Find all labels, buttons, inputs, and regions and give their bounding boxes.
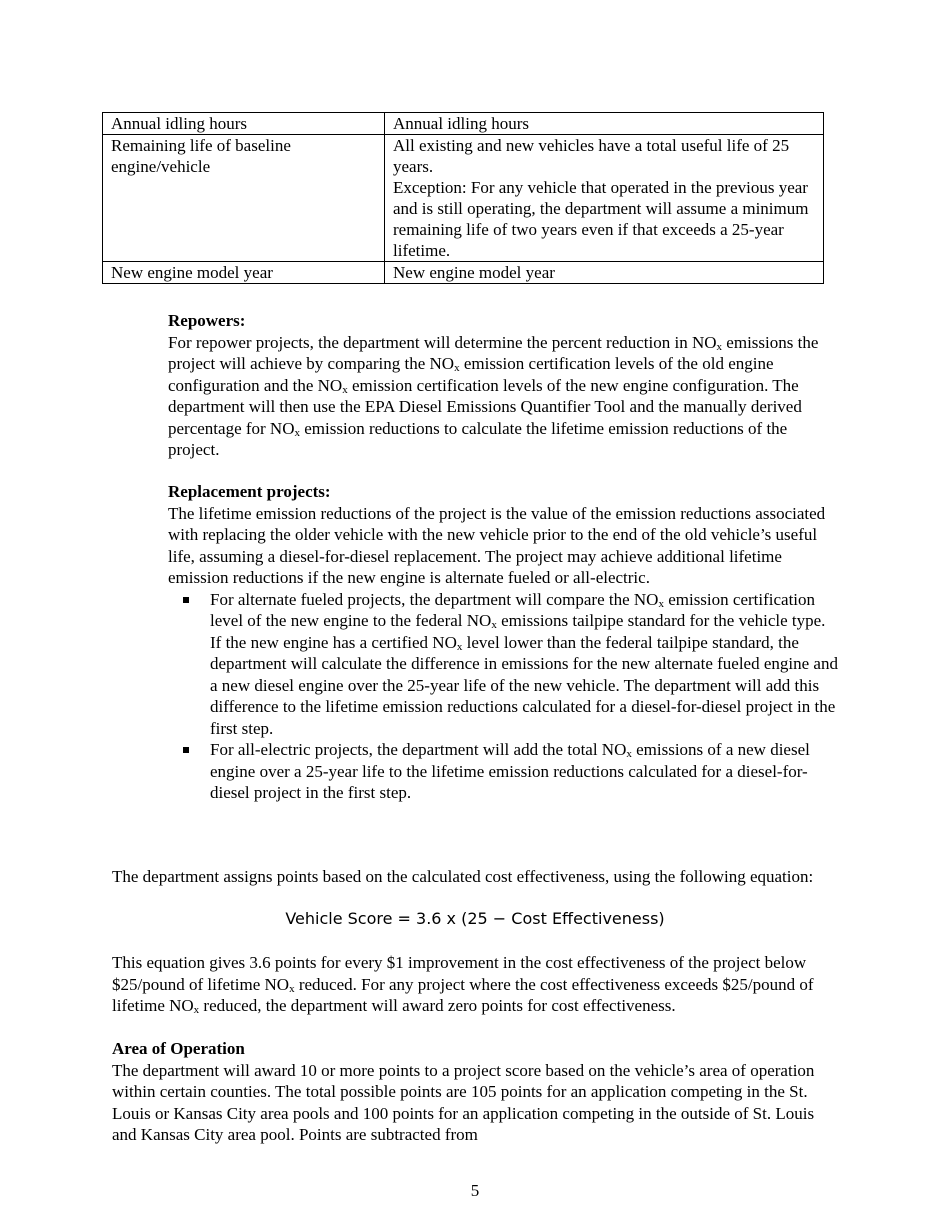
vehicle-score-equation: Vehicle Score = 3.6 x (25 − Cost Effectiveness) bbox=[285, 909, 665, 928]
square-bullet-icon bbox=[183, 597, 189, 603]
repowers-paragraph: For repower projects, the department will determine the percent reduction in $NO_x$ emissions the project will achieve by comparing the $NO_x$ emission certification levels of the old engine configuration and the $NO_x$ emission certification levels of the new engine configuration. The department will then use the EPA Diesel Emissions Quantifier Tool and the manually derived percentage for $NO_x$ emission reductions to calculate the lifetime emission reductions of the project. bbox=[168, 332, 819, 459]
value-line: Exception: For any vehicle that operated in the previous year and is still operating, the department will assume a minimum remaining life of two years even if that exceeds a 25-year lifetime. bbox=[393, 178, 809, 260]
area-paragraph: The department will award 10 or more points to a project score based on the vehicle’s area of operation within certain counties. The total possible points are 105 points for an application competing in the St. Louis or Kansas City area pools and 100 points for an application competing in the outside of St. Louis and Kansas City area pool. Points are subtracted from bbox=[112, 1060, 815, 1144]
square-bullet-icon bbox=[183, 747, 189, 753]
repowers-heading: Repowers: bbox=[168, 311, 246, 330]
emission-parameters-table bbox=[102, 112, 824, 284]
repowers-section bbox=[168, 310, 838, 461]
area-section bbox=[112, 1038, 842, 1146]
list-item: For all-electric projects, the department will add the total $NO_x$ emissions of a new diesel engine over a 25-year life to the lifetime emission reductions calculated for a diesel-for-diesel project in the first step. bbox=[168, 739, 838, 804]
table-cell-value: Annual idling hours bbox=[385, 113, 824, 135]
table-cell-value bbox=[385, 135, 824, 262]
area-heading: Area of Operation bbox=[112, 1039, 245, 1058]
value-line: All existing and new vehicles have a total useful life of 25 years. bbox=[393, 136, 790, 176]
replacement-bullet-list bbox=[168, 589, 838, 804]
list-item: For alternate fueled projects, the department will compare the $NO_x$ emission certification level of the new engine to the federal $NO_x$ emissions tailpipe standard for the vehicle type. If the new engine has a certified $NO_x$ level lower than the federal tailpipe standard, the department will calculate the difference in emissions for the new alternate fueled engine and a new diesel engine over the 25-year life of the new vehicle. The department will add this difference to the lifetime emission reductions calculated for a diesel-for-diesel project in the first step. bbox=[168, 589, 838, 740]
page-number: 5 bbox=[470, 1181, 480, 1200]
scoring-intro: The department assigns points based on the calculated cost effectiveness, using the following equation: bbox=[112, 867, 814, 886]
replacement-heading: Replacement projects: bbox=[168, 482, 331, 501]
table-cell-parameter: New engine model year bbox=[103, 262, 385, 284]
table-cell-value: New engine model year bbox=[385, 262, 824, 284]
table-cell-parameter: Annual idling hours bbox=[103, 113, 385, 135]
scoring-paragraph: This equation gives 3.6 points for every $1 improvement in the cost effectiveness of the project below $25/pound of lifetime $NO_x$ reduced. For any project where the cost effectiveness exceeds $25/pound of lifetime $NO_x$ reduced, the department will award zero points for cost effectiveness. bbox=[112, 953, 814, 1016]
replacement-paragraph: The lifetime emission reductions of the project is the value of the emission reductions associated with replacing the older vehicle with the new vehicle prior to the end of the old vehicle’s useful life, assuming a diesel-for-diesel replacement. The project may achieve additional lifetime emission reductions if the new engine is alternate fueled or all-electric. bbox=[168, 503, 826, 587]
replacement-section bbox=[168, 481, 838, 804]
table-row bbox=[103, 262, 824, 284]
table-cell-parameter: Remaining life of baseline engine/vehicle bbox=[103, 135, 385, 262]
table-row bbox=[103, 135, 824, 262]
table-row bbox=[103, 113, 824, 135]
